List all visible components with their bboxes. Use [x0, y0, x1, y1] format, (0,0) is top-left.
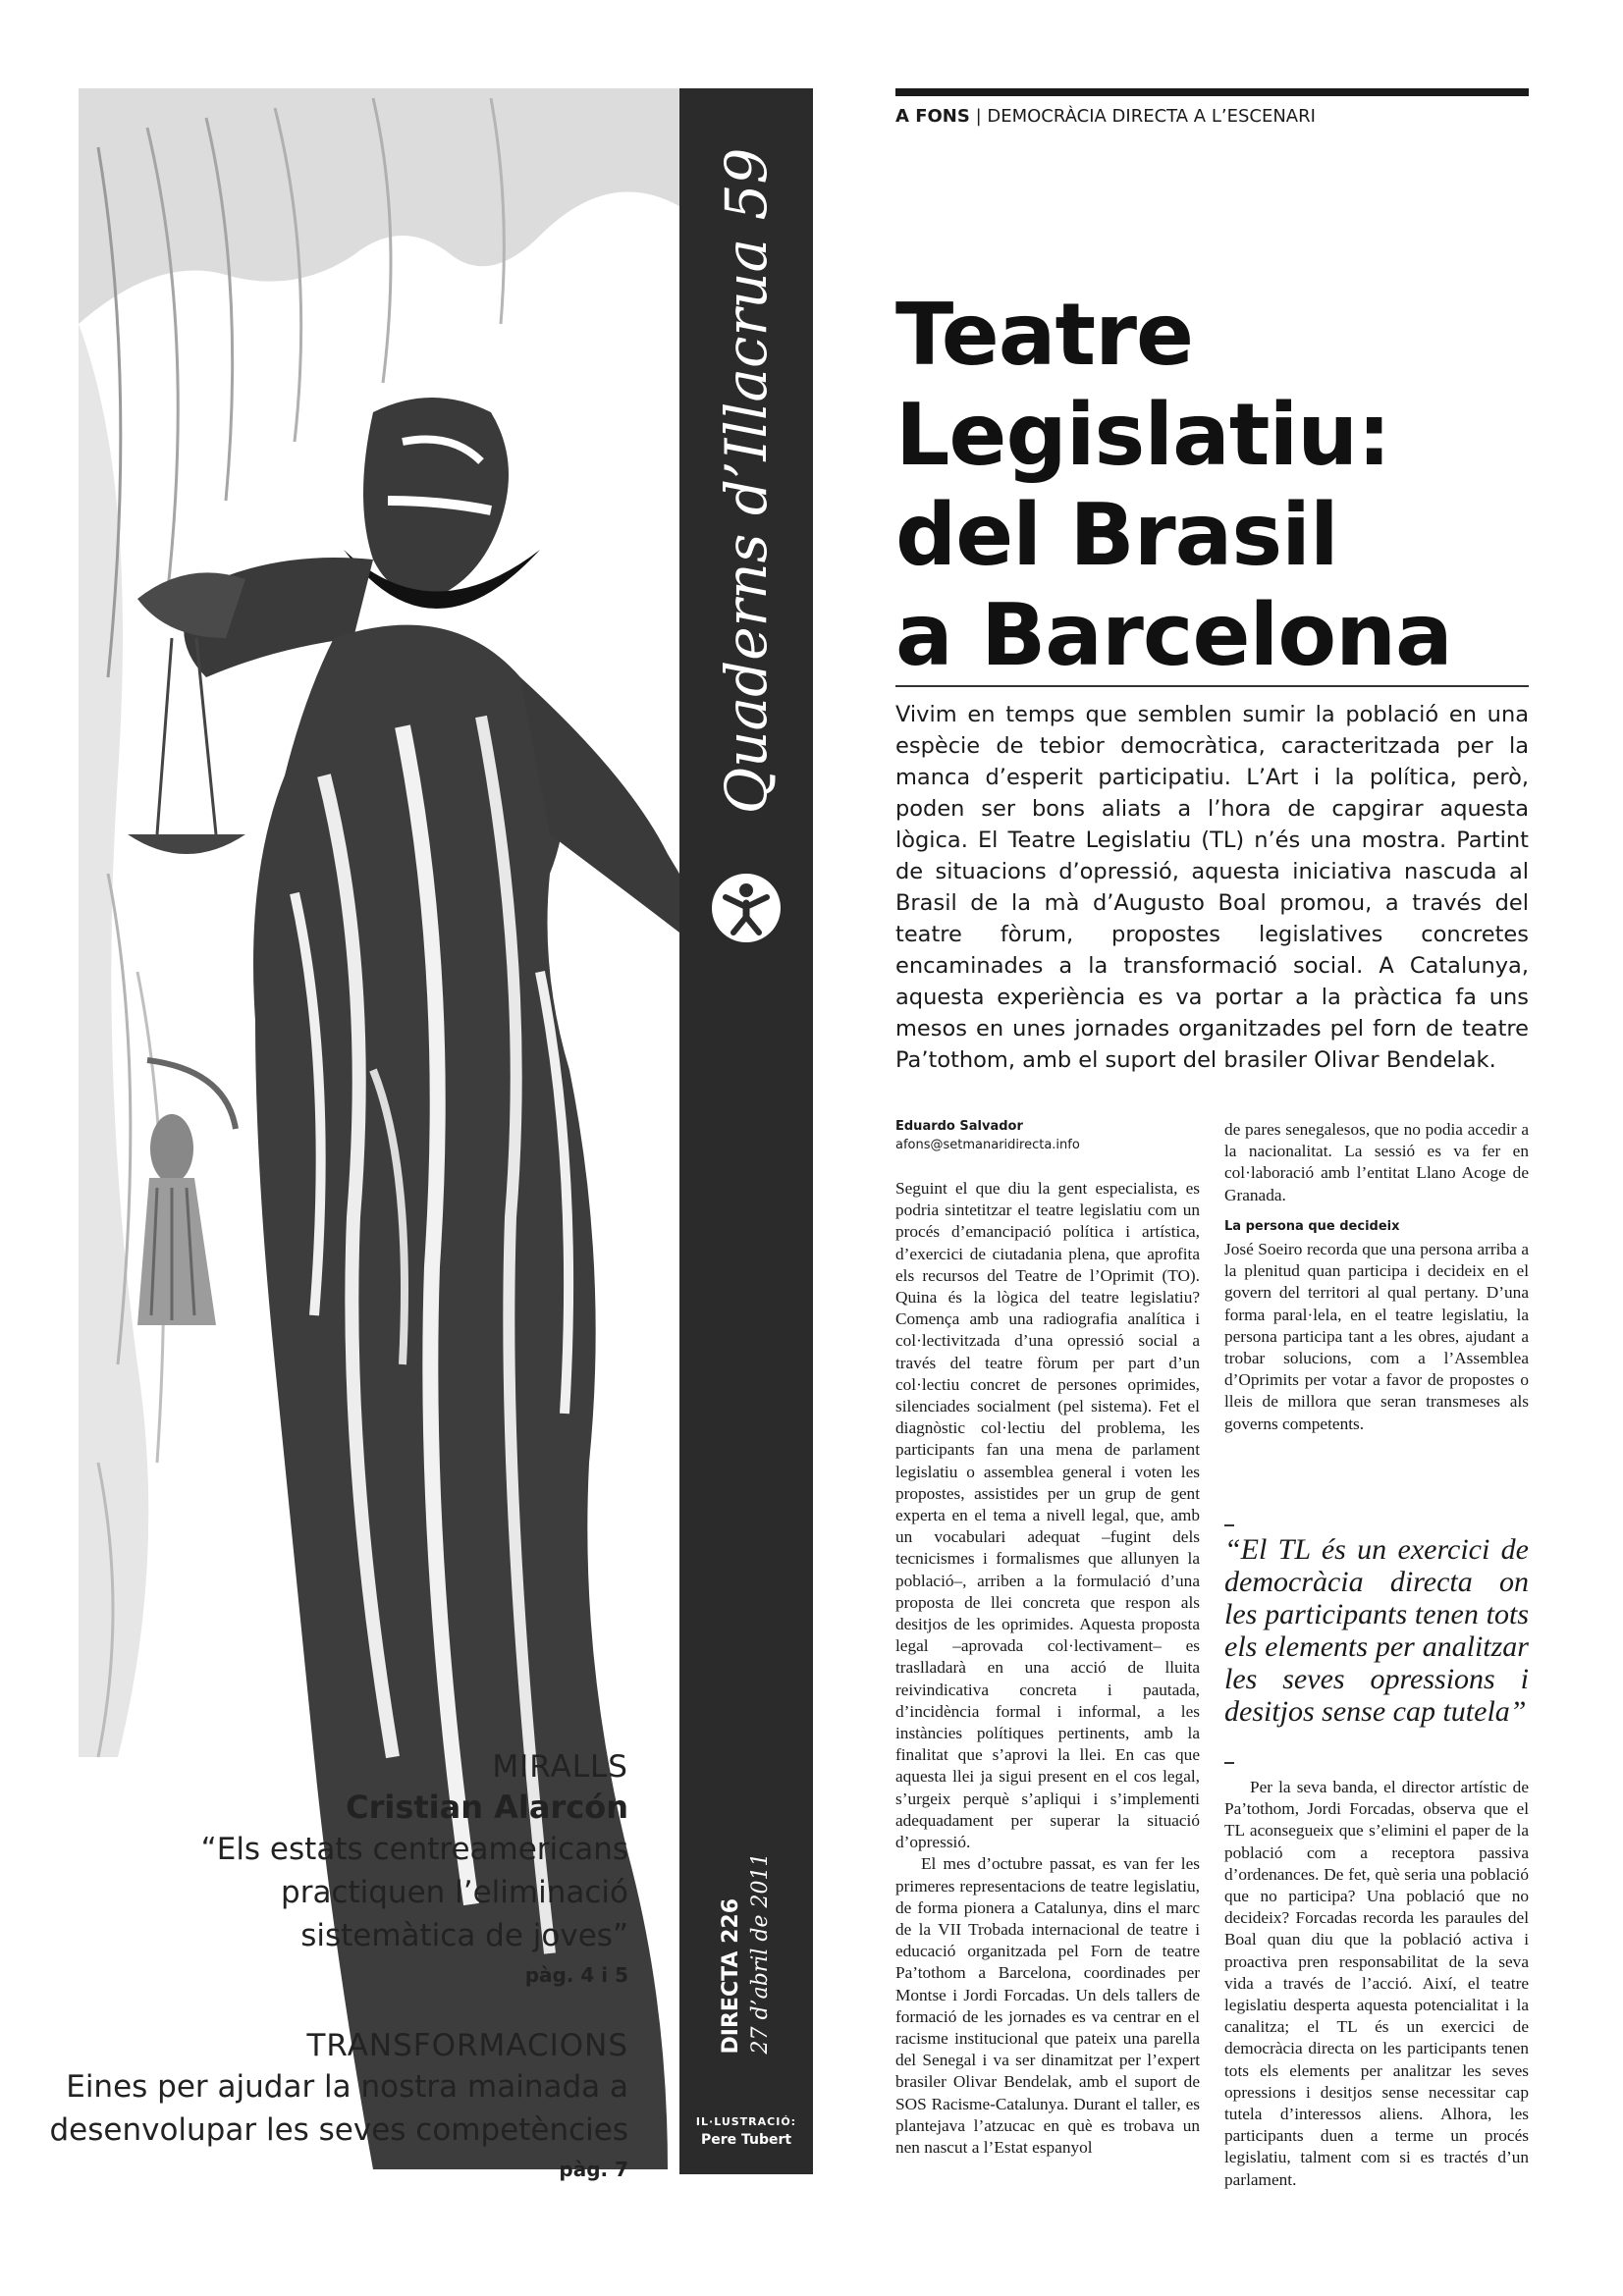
credit-label: IL·LUSTRACIÓ:: [695, 2115, 797, 2128]
teaser-quote-line: practiquen l’eliminació: [281, 1875, 628, 1910]
article-headline: [895, 285, 1524, 685]
credit-name: Pere Tubert: [700, 2132, 792, 2148]
pullquote-dash: [1224, 1762, 1234, 1764]
body-column-2-mid: [1224, 1239, 1529, 1435]
logo-figure-icon: [712, 874, 781, 942]
issue-date: 27 d’abril de 2011: [748, 1852, 773, 2055]
body-paragraph: Per la seva banda, el director artístic de Pa’tothom, Jordi Forcadas, observa que el TL aconsegueix que s’elimini el paper de la població com a receptora passiva d’ordenances. De fet, què seria una població que no participa? Una població que no decideix? Forcadas recorda les paraules del Boal quan diu que la població activa i proactiva pren responsabilitat de la seva vida a través de l’acció. Així, el teatre legislatiu desperta aquesta potencialitat i la canalitza; el TL és un exercici de democràcia directa on les participants tenen tots els elements per analitzar les seves opressions i desitjos sense necessitar cap tutela d’interessos aliens. Alhora, les participants duen a terme un procés legislatiu, talment com si es tractés d’un parlament.: [1224, 1778, 1529, 2189]
section-label: [895, 106, 1316, 127]
section-name: A FONS: [895, 106, 970, 127]
body-paragraph: de pares senegalesos, que no podia accedir a la nacionalitat. La sessió es va fer en col·laboració amb l’entitat Llano Acoge de Granada.: [1224, 1120, 1529, 1204]
pullquote-dash: [1224, 1524, 1234, 1526]
section-top-rule: [895, 88, 1529, 96]
teaser-name: Cristian Alarcón: [346, 1789, 628, 1826]
subheading: La persona que decideix: [1224, 1219, 1400, 1234]
author-name: Eduardo Salvador: [895, 1119, 1023, 1134]
issue-info: [717, 1853, 776, 2055]
body-paragraph: Seguint el que diu la gent especialista, es podria sintetitzar el teatre legislatiu com un procés d’emancipació política i artística, d’exercici de ciutadania plena, que aprofita els recursos del Teatre de l’Oprimit (TO). Quina és la lògica del teatre legislatiu? Comença amb una radiografia analítica i col·lectivitzada d’una opressió social a través del teatre fòrum per part d’un col·lectiu concret de persones oprimides, silenciades socialment (pel sistema). Fet el diagnòstic col·lectiu del problema, les participants fan una mena de parlament legislatiu o assemblea general i voten les propostes, assistides per un grup de gent experta en el tema a nivell legal, que, amb un vocabulari adequat –fugint dels tecnicismes i formalismes que allunyen la població–, arriben a la formulació d’una proposta de llei concreta que respon als desitjos de les oprimides. Aquesta proposta legal –aprovada col·lectivament– es traslladarà en una acció de lluita reivindicativa concreta i pautada, d’incidència formal i informal, a les instàncies polítiques pertinents, amb la finalitat que s’aprovi la llei. En cas que aquesta llei ja sigui present en el cos legal, s’urgeix perquè s’apliqui i s’implementi adequadament per superar la situació d’opressió.: [895, 1179, 1200, 1852]
body-column-2-bottom: [1224, 1777, 1529, 2191]
body-paragraph: José Soeiro recorda que una persona arriba a la plenitud quan participa i decideix en el govern del territori al qual pertany. D’una forma paral·lela, en el teatre legislatiu, la persona participa tant a les obres, ajudant a trobar solucions, com a l’Assemblea d’Oprimits per votar a favor de propostes o lleis de millora que seran transmeses als governs competents.: [1224, 1240, 1529, 1433]
body-column-2-top: [1224, 1119, 1529, 1206]
section-topic: DEMOCRÀCIA DIRECTA A L’ESCENARI: [987, 106, 1316, 127]
teaser-line: desenvolupar les seves competències: [49, 2112, 628, 2148]
teaser-page-ref: pàg. 4 i 5: [524, 1963, 628, 1987]
teaser-line: Eines per ajudar la nostra mainada a: [66, 2069, 628, 2105]
illacrua-logo-icon: [712, 874, 781, 942]
masthead-title: Quaderns d’Illacrua 59: [713, 147, 780, 815]
body-paragraph: El mes d’octubre passat, es van fer les primeres representacions de teatre legislatiu, de forma pionera a Catalunya, dins el marc de la VII Trobada internacional de teatre i educació organitzada pel Forn de teatre Pa’tothom a Barcelona, coordinades per Montse i Jordi Forcadas. Un dels tallers de formació de les jornades es va centrar en el racisme institucional que pateix una parella del Senegal i va ser dinamitzat per l’expert brasiler Olivar Bendelak, amb el suport de SOS Racisme-Catalunya. Durant el taller, es plantejava l’atzucac en què es trobava un nen nascut a l’Estat espanyol: [895, 1854, 1200, 2157]
headline-rule: [895, 685, 1529, 687]
cover-teasers: [39, 1747, 628, 2187]
headline-line: Teatre: [895, 285, 1194, 385]
masthead-band: [679, 88, 813, 2174]
issue-number: DIRECTA 226: [719, 1898, 743, 2055]
article-lead: Vivim en temps que semblen sumir la població en una espècie de tebior democràtica, caracteritzada per la manca d’esperit participatiu. L’Art i la política, però, poden ser bons aliats a l’hora de capgirar aquesta lògica. El Teatre Legislatiu (TL) n’és una mostra. Partint de situacions d’opressió, aquesta iniciativa nascuda al Brasil de la mà d’Augusto Boal promou, a través del teatre fòrum, propostes legislatives concretes encaminades a la transformació social. A Catalunya, aquesta experiència es va portar a la pràctica fa uns mesos en unes jornades organitzades pel forn de teatre Pa’tothom, amb el suport del brasiler Olivar Bendelak.: [895, 702, 1529, 1073]
teaser-section-miralls: MIRALLS: [492, 1749, 628, 1785]
section-separator: |: [975, 106, 982, 127]
teaser-page-ref: pàg. 7: [559, 2158, 628, 2181]
headline-line: del Brasil: [895, 485, 1338, 585]
pullquote: “El TL és un exercici de democràcia directa on les participants tenen tots els elements per analitzar les seves opressions i desitjos sense cap tutela”: [1224, 1533, 1529, 1728]
byline: [895, 1119, 1190, 1152]
teaser-quote-line: sistemàtica de joves”: [300, 1918, 628, 1953]
headline-line: a Barcelona: [895, 585, 1452, 685]
curtain-tassel: [137, 1060, 236, 1325]
body-column-1: [895, 1178, 1200, 2160]
teaser-quote-line: “Els estats centreamericans: [200, 1832, 628, 1867]
headline-line: Legislatiu:: [895, 385, 1390, 485]
teaser-section-transformacions: TRANSFORMACIONS: [306, 2028, 628, 2063]
illustration-credit: [679, 2115, 813, 2148]
author-email: afons@setmanaridirecta.info: [895, 1138, 1080, 1152]
